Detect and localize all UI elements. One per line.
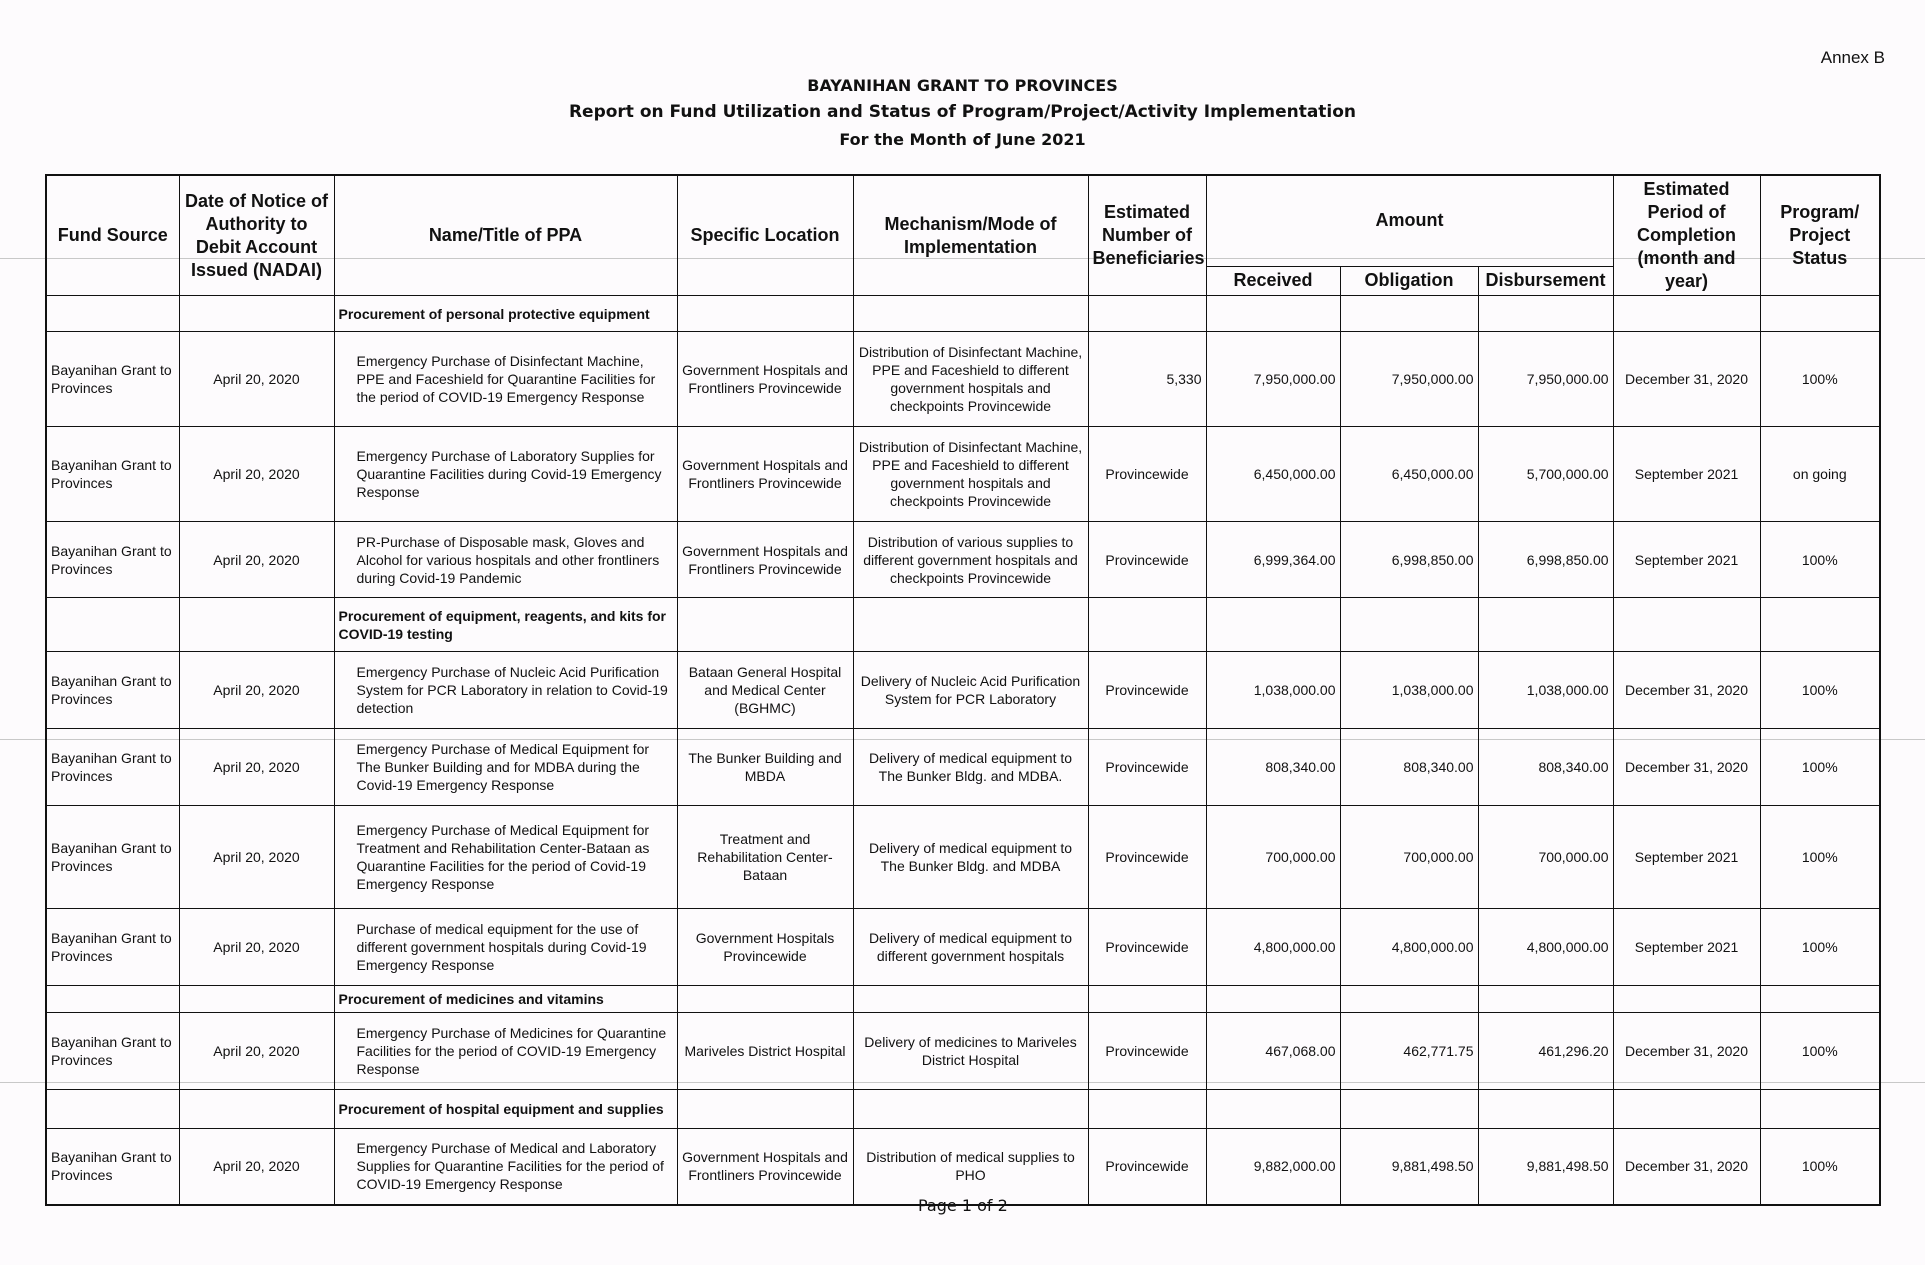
col-header-received: Received <box>1206 266 1340 295</box>
completion-cell: December 31, 2020 <box>1613 729 1760 806</box>
mechanism-cell: Delivery of medical equipment to The Bunker Bldg. and MDBA. <box>853 729 1088 806</box>
completion-cell: December 31, 2020 <box>1613 1013 1760 1090</box>
fund-source-cell: Bayanihan Grant to Provinces <box>46 522 179 598</box>
table-row <box>46 909 1880 986</box>
completion-cell: September 2021 <box>1613 909 1760 986</box>
received-cell: 4,800,000.00 <box>1206 909 1340 986</box>
table-row <box>46 652 1880 729</box>
beneficiaries-cell: Provincewide <box>1088 1129 1206 1205</box>
ppa-cell: Emergency Purchase of Medicines for Quarantine Facilities for the period of COVID-19 Emergency Response <box>334 1013 677 1090</box>
beneficiaries-cell: Provincewide <box>1088 522 1206 598</box>
obligation-cell: 4,800,000.00 <box>1340 909 1478 986</box>
location-cell: Government Hospitals and Frontliners Provincewide <box>677 522 853 598</box>
table-row <box>46 1129 1880 1205</box>
received-cell: 7,950,000.00 <box>1206 332 1340 427</box>
received-cell: 1,038,000.00 <box>1206 652 1340 729</box>
nadai-cell: April 20, 2020 <box>179 729 334 806</box>
col-header-amount: Amount <box>1206 175 1613 266</box>
col-header-beneficiaries: Estimated Number of Beneficiaries <box>1088 175 1206 296</box>
nadai-cell: April 20, 2020 <box>179 806 334 909</box>
section-label: Procurement of hospital equipment and supplies <box>334 1090 677 1129</box>
ppa-cell: Purchase of medical equipment for the use of different government hospitals during Covid-19 Emergency Response <box>334 909 677 986</box>
completion-cell: September 2021 <box>1613 522 1760 598</box>
table-row <box>46 806 1880 909</box>
disbursement-cell: 700,000.00 <box>1478 806 1613 909</box>
fund-source-cell: Bayanihan Grant to Provinces <box>46 1013 179 1090</box>
section-row <box>46 1090 1880 1129</box>
table-row <box>46 427 1880 522</box>
mechanism-cell: Delivery of medical equipment to different government hospitals <box>853 909 1088 986</box>
beneficiaries-cell: Provincewide <box>1088 427 1206 522</box>
nadai-cell: April 20, 2020 <box>179 909 334 986</box>
status-cell: 100% <box>1760 1129 1880 1205</box>
completion-cell: December 31, 2020 <box>1613 1129 1760 1205</box>
section-label: Procurement of medicines and vitamins <box>334 986 677 1013</box>
obligation-cell: 7,950,000.00 <box>1340 332 1478 427</box>
received-cell: 467,068.00 <box>1206 1013 1340 1090</box>
report-period: For the Month of June 2021 <box>839 130 1086 149</box>
disbursement-cell: 7,950,000.00 <box>1478 332 1613 427</box>
fund-utilization-table <box>45 174 1881 1206</box>
nadai-cell: April 20, 2020 <box>179 1129 334 1205</box>
obligation-cell: 9,881,498.50 <box>1340 1129 1478 1205</box>
disbursement-cell: 808,340.00 <box>1478 729 1613 806</box>
ppa-cell: Emergency Purchase of Medical and Laboratory Supplies for Quarantine Facilities for the period of COVID-19 Emergency Response <box>334 1129 677 1205</box>
col-header-obligation: Obligation <box>1340 266 1478 295</box>
location-cell: Mariveles District Hospital <box>677 1013 853 1090</box>
report-subtitle: Report on Fund Utilization and Status of Program/Project/Activity Implementation <box>568 102 1357 122</box>
obligation-cell: 6,998,850.00 <box>1340 522 1478 598</box>
col-header-location: Specific Location <box>677 175 853 296</box>
table-row <box>46 522 1880 598</box>
received-cell: 9,882,000.00 <box>1206 1129 1340 1205</box>
status-cell: 100% <box>1760 729 1880 806</box>
status-cell: 100% <box>1760 806 1880 909</box>
location-cell: Treatment and Rehabilitation Center-Bataan <box>677 806 853 909</box>
completion-cell: September 2021 <box>1613 806 1760 909</box>
report-title: BAYANIHAN GRANT TO PROVINCES <box>807 76 1118 95</box>
status-cell: on going <box>1760 427 1880 522</box>
fund-source-cell: Bayanihan Grant to Provinces <box>46 909 179 986</box>
beneficiaries-cell: Provincewide <box>1088 806 1206 909</box>
ppa-cell: Emergency Purchase of Medical Equipment for Treatment and Rehabilitation Center-Bataan as Quarantine Facilities for the period of Covid-19 Emergency Response <box>334 806 677 909</box>
mechanism-cell: Distribution of various supplies to different government hospitals and checkpoints Provincewide <box>853 522 1088 598</box>
completion-cell: September 2021 <box>1613 427 1760 522</box>
beneficiaries-cell: 5,330 <box>1088 332 1206 427</box>
status-cell: 100% <box>1760 1013 1880 1090</box>
nadai-cell: April 20, 2020 <box>179 427 334 522</box>
disbursement-cell: 4,800,000.00 <box>1478 909 1613 986</box>
beneficiaries-cell: Provincewide <box>1088 909 1206 986</box>
mechanism-cell: Delivery of medicines to Mariveles District Hospital <box>853 1013 1088 1090</box>
fund-source-cell: Bayanihan Grant to Provinces <box>46 652 179 729</box>
completion-cell: December 31, 2020 <box>1613 652 1760 729</box>
col-header-completion: Estimated Period of Completion (month and year) <box>1613 175 1760 296</box>
col-header-ppa: Name/Title of PPA <box>334 175 677 296</box>
mechanism-cell: Delivery of medical equipment to The Bunker Bldg. and MDBA <box>853 806 1088 909</box>
disbursement-cell: 1,038,000.00 <box>1478 652 1613 729</box>
location-cell: Government Hospitals and Frontliners Provincewide <box>677 332 853 427</box>
mechanism-cell: Delivery of Nucleic Acid Purification System for PCR Laboratory <box>853 652 1088 729</box>
section-row <box>46 598 1880 652</box>
beneficiaries-cell: Provincewide <box>1088 652 1206 729</box>
obligation-cell: 6,450,000.00 <box>1340 427 1478 522</box>
status-cell: 100% <box>1760 909 1880 986</box>
col-header-nadai: Date of Notice of Authority to Debit Account Issued (NADAI) <box>179 175 334 296</box>
page-number: Page 1 of 2 <box>918 1196 1008 1215</box>
disbursement-cell: 5,700,000.00 <box>1478 427 1613 522</box>
col-header-mechanism: Mechanism/Mode of Implementation <box>853 175 1088 296</box>
status-cell: 100% <box>1760 652 1880 729</box>
beneficiaries-cell: Provincewide <box>1088 1013 1206 1090</box>
status-cell: 100% <box>1760 522 1880 598</box>
nadai-cell: April 20, 2020 <box>179 522 334 598</box>
mechanism-cell: Distribution of Disinfectant Machine, PPE and Faceshield to different government hospitals and checkpoints Provincewide <box>853 427 1088 522</box>
beneficiaries-cell: Provincewide <box>1088 729 1206 806</box>
table-row <box>46 729 1880 806</box>
report-title-block <box>0 72 1925 153</box>
obligation-cell: 1,038,000.00 <box>1340 652 1478 729</box>
table-row <box>46 1013 1880 1090</box>
received-cell: 6,999,364.00 <box>1206 522 1340 598</box>
completion-cell: December 31, 2020 <box>1613 332 1760 427</box>
fund-source-cell: Bayanihan Grant to Provinces <box>46 427 179 522</box>
nadai-cell: April 20, 2020 <box>179 1013 334 1090</box>
ppa-cell: Emergency Purchase of Disinfectant Machine, PPE and Faceshield for Quarantine Facilities for the period of COVID-19 Emergency Response <box>334 332 677 427</box>
location-cell: Bataan General Hospital and Medical Center (BGHMC) <box>677 652 853 729</box>
disbursement-cell: 6,998,850.00 <box>1478 522 1613 598</box>
ppa-cell: Emergency Purchase of Nucleic Acid Purification System for PCR Laboratory in relation to Covid-19 detection <box>334 652 677 729</box>
col-header-disbursement: Disbursement <box>1478 266 1613 295</box>
disbursement-cell: 9,881,498.50 <box>1478 1129 1613 1205</box>
section-row <box>46 986 1880 1013</box>
received-cell: 808,340.00 <box>1206 729 1340 806</box>
fund-source-cell: Bayanihan Grant to Provinces <box>46 1129 179 1205</box>
ppa-cell: PR-Purchase of Disposable mask, Gloves and Alcohol for various hospitals and other frontliners during Covid-19 Pandemic <box>334 522 677 598</box>
nadai-cell: April 20, 2020 <box>179 652 334 729</box>
section-row <box>46 296 1880 332</box>
table-row <box>46 332 1880 427</box>
fund-source-cell: Bayanihan Grant to Provinces <box>46 332 179 427</box>
ppa-cell: Emergency Purchase of Medical Equipment for The Bunker Building and for MDBA during the Covid-19 Emergency Response <box>334 729 677 806</box>
received-cell: 700,000.00 <box>1206 806 1340 909</box>
location-cell: Government Hospitals and Frontliners Provincewide <box>677 427 853 522</box>
section-label: Procurement of personal protective equipment <box>334 296 677 332</box>
obligation-cell: 700,000.00 <box>1340 806 1478 909</box>
mechanism-cell: Distribution of medical supplies to PHO <box>853 1129 1088 1205</box>
location-cell: Government Hospitals and Frontliners Provincewide <box>677 1129 853 1205</box>
fund-source-cell: Bayanihan Grant to Provinces <box>46 806 179 909</box>
disbursement-cell: 461,296.20 <box>1478 1013 1613 1090</box>
nadai-cell: April 20, 2020 <box>179 332 334 427</box>
obligation-cell: 808,340.00 <box>1340 729 1478 806</box>
annex-label: Annex B <box>1820 48 1885 67</box>
mechanism-cell: Distribution of Disinfectant Machine, PPE and Faceshield to different government hospitals and checkpoints Provincewide <box>853 332 1088 427</box>
section-label: Procurement of equipment, reagents, and kits for COVID-19 testing <box>334 598 677 652</box>
col-header-fund-source: Fund Source <box>46 175 179 296</box>
location-cell: The Bunker Building and MBDA <box>677 729 853 806</box>
fund-source-cell: Bayanihan Grant to Provinces <box>46 729 179 806</box>
col-header-status: Program/ Project Status <box>1760 175 1880 296</box>
ppa-cell: Emergency Purchase of Laboratory Supplies for Quarantine Facilities during Covid-19 Emergency Response <box>334 427 677 522</box>
received-cell: 6,450,000.00 <box>1206 427 1340 522</box>
location-cell: Government Hospitals Provincewide <box>677 909 853 986</box>
obligation-cell: 462,771.75 <box>1340 1013 1478 1090</box>
status-cell: 100% <box>1760 332 1880 427</box>
